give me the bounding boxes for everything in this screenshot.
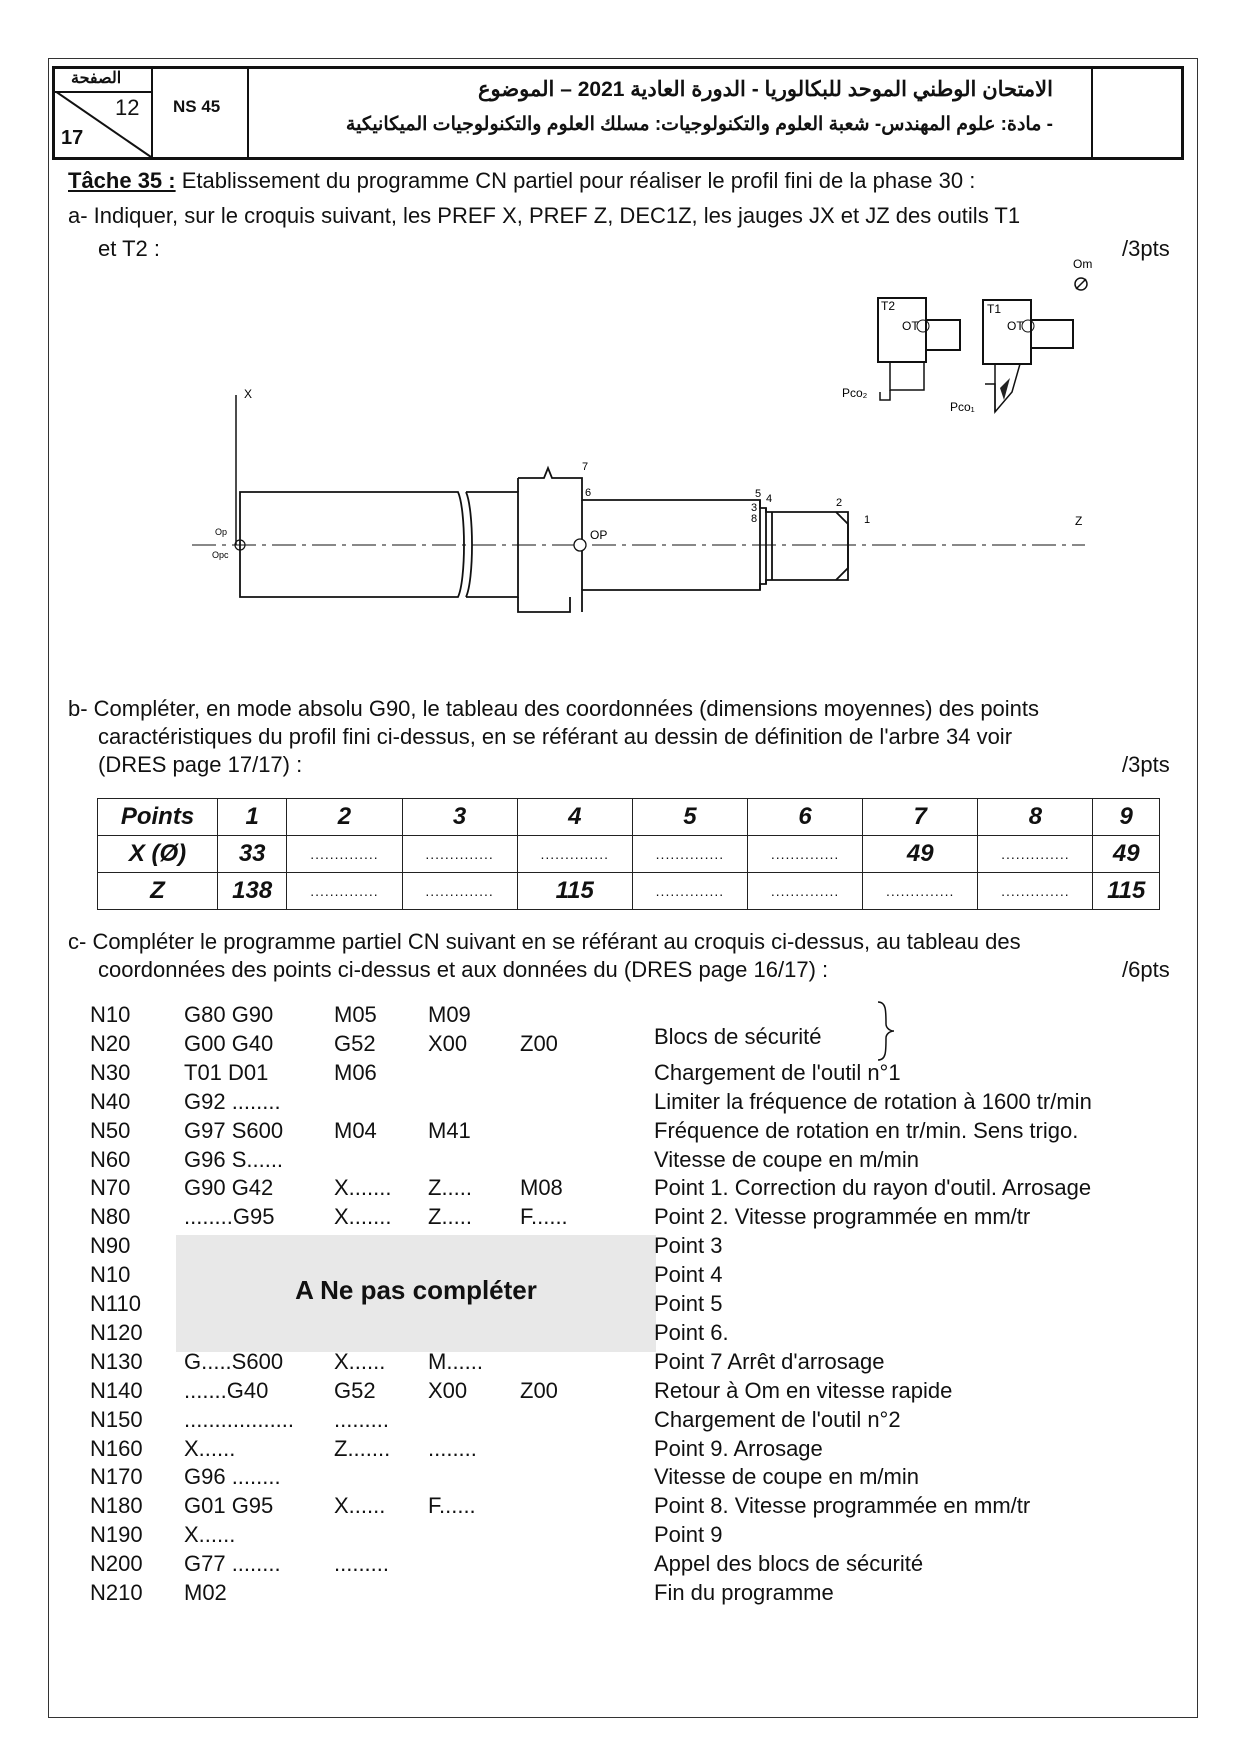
table-cell-blank[interactable]: .............. [517,836,632,873]
block-comment: Retour à Om en vitesse rapide [654,1377,953,1403]
program-word: M08 [520,1175,563,1201]
table-cell: 9 [1093,799,1160,836]
block-comment: Vitesse de coupe en m/min [654,1146,919,1172]
table-cell-blank[interactable]: .............. [632,873,747,910]
table-cell-blank[interactable]: .............. [747,836,862,873]
point-1-label: 1 [864,514,871,526]
om-label: Om [1073,257,1093,271]
question-b-line3: (DRES page 17/17) : [98,752,303,777]
program-word: Z..... [428,1204,472,1230]
task-title: Etablissement du programme CN partiel pour réaliser le profil fini de la phase 30 : [181,168,976,193]
part-sketch [0,0,1240,700]
op-label: Op [215,527,228,537]
tool-t2 [842,298,960,400]
program-word: X00 [428,1377,468,1403]
pco2-label: Pco₂ [842,386,868,400]
security-blocks-label: Blocs de sécurité [654,1024,822,1049]
program-word: G52 [334,1377,376,1403]
opc-label: Opc [212,550,229,560]
brace-icon [872,1000,898,1062]
table-cell: 1 [218,799,287,836]
block-number: N190 [90,1522,143,1548]
block-comment: Limiter la fréquence de rotation à 1600 tr/min [654,1088,1092,1114]
program-word: G52 [334,1030,376,1056]
x-axis-label: X [244,387,253,401]
table-cell: 49 [1093,836,1160,873]
program-word: ......... [334,1551,390,1577]
program-word: G92 ........ [184,1088,281,1114]
exam-title: الامتحان الوطني الموحد للبكالوريا - الدورة العادية 2021 – الموضوع [477,78,1053,101]
table-cell: Z [98,873,218,910]
block-number: N200 [90,1551,143,1577]
tool-t1 [950,300,1073,414]
table-cell: Points [98,799,218,836]
block-number: N40 [90,1088,131,1114]
point-3-label: 3 [751,502,758,514]
block-number: N50 [90,1117,131,1143]
block-comment: Point 2. Vitesse programmée en mm/tr [654,1204,1031,1230]
program-word: ........G95 [184,1204,275,1230]
table-cell: 138 [218,873,287,910]
program-word: T01 D01 [184,1059,269,1085]
block-number: N150 [90,1406,143,1432]
table-cell: 6 [747,799,862,836]
block-comment: Point 8. Vitesse programmée en mm/tr [654,1493,1031,1519]
table-cell: 4 [517,799,632,836]
block-number: N90 [90,1233,131,1259]
question-c-line2: coordonnées des points ci-dessus et aux données du (DRES page 16/17) : [98,957,829,982]
program-word: G01 G95 [184,1493,274,1519]
page-total: 17 [61,127,84,149]
program-word: X...... [334,1493,386,1519]
program-word: X....... [334,1175,392,1201]
block-number: N70 [90,1175,131,1201]
do-not-complete-box [176,1235,656,1352]
table-cell-blank[interactable]: .............. [287,836,402,873]
block-number: N120 [90,1319,143,1345]
program-word: G00 G40 [184,1030,274,1056]
block-number: N140 [90,1377,143,1403]
table-cell: 7 [863,799,978,836]
block-comment: Vitesse de coupe en m/min [654,1464,919,1490]
point-6-label: 6 [585,487,592,499]
block-comment: Fréquence de rotation en tr/min. Sens trigo. [654,1117,1079,1143]
program-word: G96 S...... [184,1146,284,1172]
z-axis-label: Z [1075,514,1083,528]
block-comment: Point 9 [654,1522,723,1548]
point-5-label: 5 [755,488,762,500]
program-word: Z....... [334,1435,391,1461]
block-number: N160 [90,1435,143,1461]
table-row-x [98,836,1160,873]
block-number: N110 [90,1291,141,1316]
table-cell: 115 [517,873,632,910]
question-a-points: /3pts [1122,236,1170,261]
block-number: N20 [90,1030,131,1056]
program-word: X00 [428,1030,468,1056]
question-c-line1: c- Compléter le programme partiel CN suivant en se référant au croquis ci-dessus, au tableau des [68,929,1021,954]
program-word: X...... [184,1522,236,1548]
question-c-points: /6pts [1122,957,1170,982]
block-number: N130 [90,1348,143,1374]
program-word: X...... [334,1348,386,1374]
program-word: G90 G42 [184,1175,274,1201]
table-cell: 8 [978,799,1093,836]
block-number: N10 [90,1262,131,1288]
question-a-line2: et T2 : [98,236,160,261]
block-number: N10 [90,1002,131,1027]
block-comment: Point 1. Correction du rayon d'outil. Arrosage [654,1175,1092,1201]
ot-label: OT [902,319,919,333]
block-comment: Fin du programme [654,1580,834,1605]
table-cell-blank[interactable]: .............. [978,836,1093,873]
point-7-label: 7 [582,461,589,473]
point-2-label: 2 [836,497,843,509]
program-word: G77 ........ [184,1551,281,1577]
program-word: M41 [428,1117,471,1143]
program-word: M02 [184,1580,227,1605]
table-cell-blank[interactable]: .............. [402,836,517,873]
block-comment: Point 7 Arrêt d'arrosage [654,1348,885,1374]
program-word: F...... [520,1204,568,1230]
program-word: M05 [334,1002,377,1027]
exam-subject: - مادة: علوم المهندس- شعبة العلوم والتكنولوجيات: مسلك العلوم والتكنولوجيات الميكانيكية [345,114,1053,135]
program-word: ........ [428,1435,477,1461]
program-word: Z00 [520,1030,558,1056]
table-cell-blank[interactable]: .............. [287,873,402,910]
table-cell: 2 [287,799,402,836]
question-b-line2: caractéristiques du profil fini ci-dessus, en se référant au dessin de définition de l'arbre 34 voir [98,724,1013,749]
program-word: ......... [334,1406,390,1432]
pco1-label: Pco₁ [950,400,975,414]
table-cell: 49 [863,836,978,873]
point-4-label: 4 [766,493,773,505]
table-cell-blank[interactable]: .............. [747,873,862,910]
program-word: G.....S600 [184,1348,284,1374]
question-b-line1: b- Compléter, en mode absolu G90, le tableau des coordonnées (dimensions moyennes) des points [68,696,1040,721]
block-number: N210 [90,1580,143,1605]
program-word: M...... [428,1348,483,1374]
table-cell-blank[interactable]: .............. [863,873,978,910]
block-comment: Point 6. [654,1319,729,1345]
block-number: N170 [90,1464,143,1490]
block-comment: Chargement de l'outil n°2 [654,1406,901,1432]
question-a-line1: a- Indiquer, sur le croquis suivant, les PREF X, PREF Z, DEC1Z, les jauges JX et JZ des outils T1 [68,203,1021,228]
table-row-points [98,799,1160,836]
program-word: G80 G90 [184,1002,274,1027]
page-label: الصفحة [71,70,122,87]
block-comment: Point 4 [654,1262,723,1288]
ot-label: OT [1007,319,1024,333]
table-row-z [98,873,1160,910]
program-word: G96 ........ [184,1464,281,1490]
block-number: N60 [90,1146,131,1172]
table-cell: 3 [402,799,517,836]
table-cell: 33 [218,836,287,873]
table-cell: X (Ø) [98,836,218,873]
program-word: F...... [428,1493,476,1519]
program-word: Z..... [428,1175,472,1201]
block-comment: Point 9. Arrosage [654,1435,823,1461]
program-word: X....... [334,1204,392,1230]
exam-code: NS 45 [173,97,221,116]
program-word: .......G40 [184,1377,269,1403]
program-word: .................. [184,1406,295,1432]
block-comment: Chargement de l'outil n°1 [654,1059,901,1085]
block-number: N30 [90,1059,131,1085]
table-cell-blank[interactable]: .............. [978,873,1093,910]
block-number: N180 [90,1493,143,1519]
block-comment: Point 3 [654,1233,723,1259]
t2-label: T2 [881,299,896,313]
table-cell-blank[interactable]: .............. [402,873,517,910]
do-not-complete-note: A Ne pas compléter [295,1275,537,1305]
program-word: G97 S600 [184,1117,284,1143]
op-piece-label: OP [590,528,608,542]
block-number: N80 [90,1204,131,1230]
task-label: Tâche 35 : [68,168,176,193]
block-comment: Point 5 [654,1291,723,1316]
table-cell: 5 [632,799,747,836]
program-word: Z00 [520,1377,558,1403]
block-comment: Appel des blocs de sécurité [654,1551,924,1577]
coordinates-table [97,798,1160,910]
program-word: X...... [184,1435,236,1461]
page-number: 12 [115,95,140,120]
program-word: M09 [428,1002,471,1027]
t1-label: T1 [987,302,1002,316]
program-word: M06 [334,1059,377,1085]
program-word: M04 [334,1117,377,1143]
table-cell-blank[interactable]: .............. [632,836,747,873]
question-b-points: /3pts [1122,752,1170,777]
table-cell: 115 [1093,873,1160,910]
point-8-label: 8 [751,513,758,525]
